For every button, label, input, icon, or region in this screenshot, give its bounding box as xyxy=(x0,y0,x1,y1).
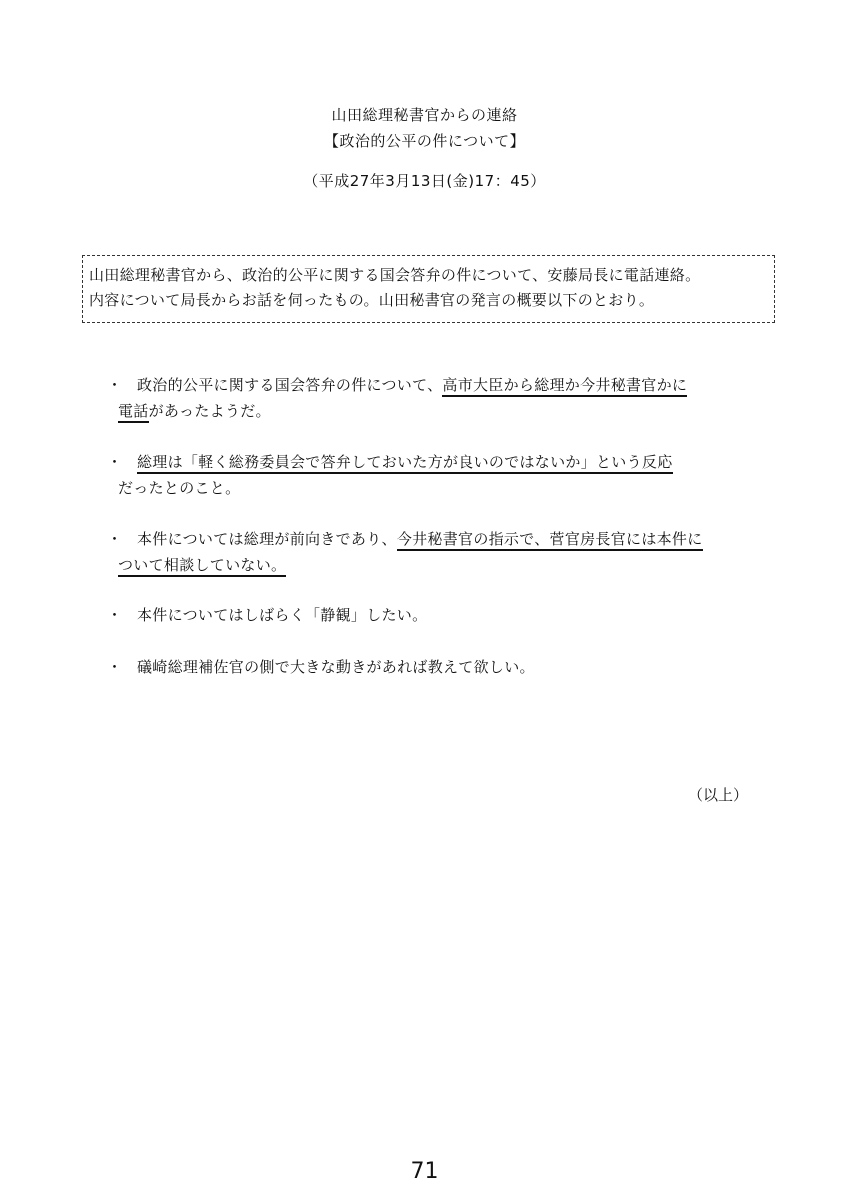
item-text: 本件についてはしばらく「静観」したい。 xyxy=(137,606,428,624)
item-line xyxy=(137,450,673,475)
underlined-text: 総理は「軽く総務委員会で答弁しておいた方が良いのではないか」という反応 xyxy=(137,453,673,474)
item-text: 礒崎総理補佐官の側で大きな動きがあれば教えて欲しい。 xyxy=(137,658,535,676)
item-line xyxy=(137,655,535,680)
bullet-mark: ・ xyxy=(107,530,123,548)
bullet-mark: ・ xyxy=(107,376,123,394)
item-text: だったとのこと。 xyxy=(118,479,241,497)
underlined-text: 今井秘書官の指示で、菅官房長官には本件に xyxy=(397,530,703,551)
item-line xyxy=(137,527,703,552)
underlined-text: 電話 xyxy=(118,402,149,423)
bullet-mark: ・ xyxy=(107,658,123,676)
summary-line-2: 内容について局長からお話を伺ったもの。山田秘書官の発言の概要以下のとおり。 xyxy=(89,291,655,309)
item-line xyxy=(118,476,240,501)
item-text: 本件については総理が前向きであり、 xyxy=(137,530,397,548)
document-title: 山田総理秘書官からの連絡 xyxy=(331,106,518,124)
underlined-text: 高市大臣から総理か今井秘書官かに xyxy=(442,376,687,397)
document-subtitle: 【政治的公平の件について】 xyxy=(323,132,526,150)
page-number: 71 xyxy=(410,1159,439,1184)
closing-mark: （以上） xyxy=(688,786,749,804)
item-line xyxy=(137,373,687,398)
item-line xyxy=(118,399,271,424)
item-line xyxy=(137,603,427,628)
item-text: 政治的公平に関する国会答弁の件について、 xyxy=(137,376,443,394)
item-line xyxy=(118,553,286,578)
document-datetime: （平成27年3月13日(金)17：45） xyxy=(303,172,546,190)
item-text: があったようだ。 xyxy=(148,402,271,420)
underlined-text: ついて相談していない。 xyxy=(118,556,286,577)
bullet-mark: ・ xyxy=(107,453,123,471)
bullet-mark: ・ xyxy=(107,606,123,624)
summary-box xyxy=(82,255,775,323)
summary-line-1: 山田総理秘書官から、政治的公平に関する国会答弁の件について、安藤局長に電話連絡。 xyxy=(89,266,701,284)
